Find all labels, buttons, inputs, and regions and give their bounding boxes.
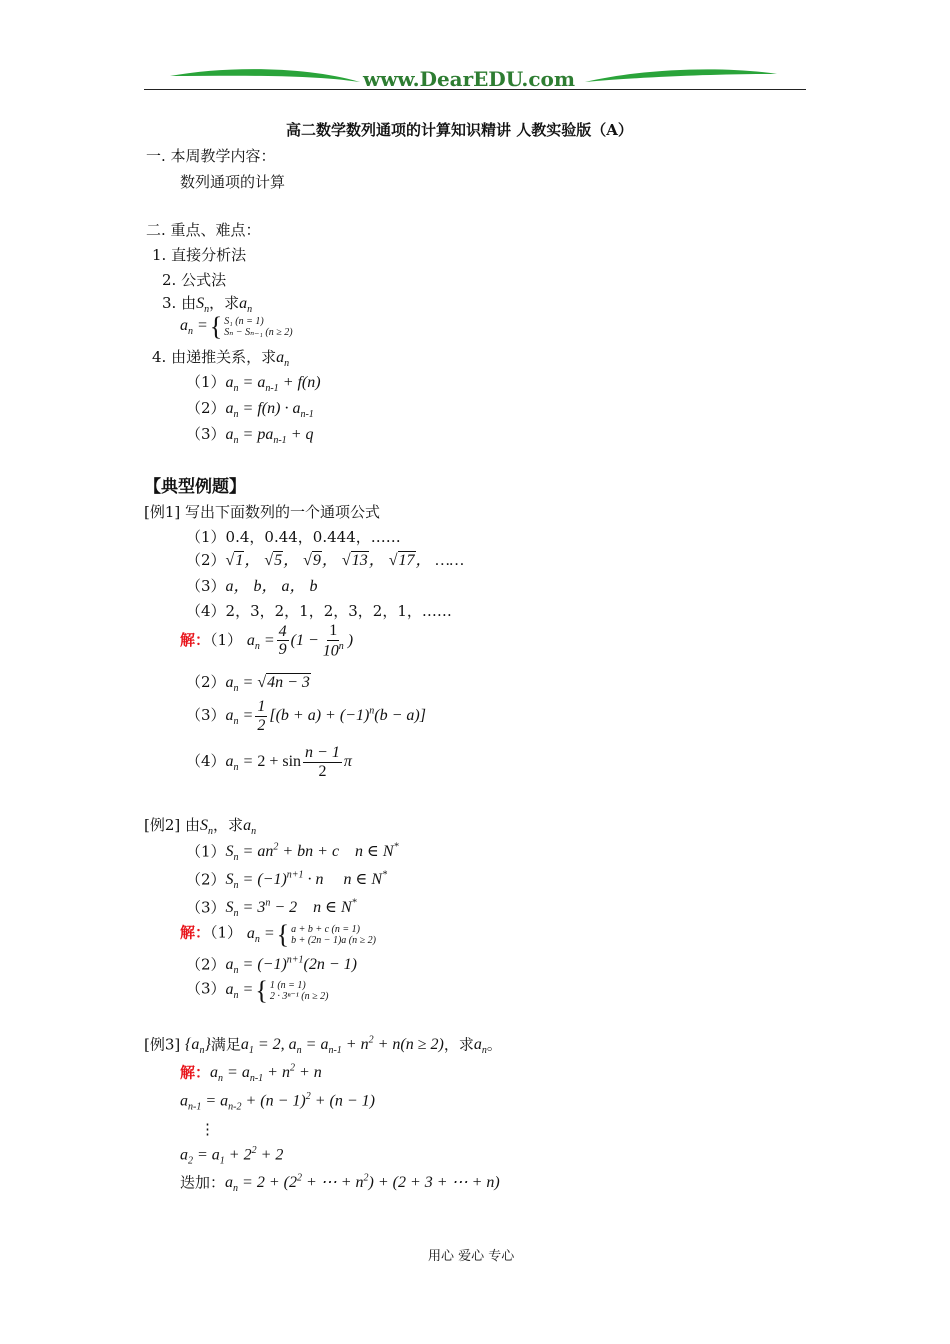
ex1-solution-1: 解：（1） $a_n$ = $\frac{4}{9}$ (1 − $\frac{1}{10^n}$ ) [180,622,354,659]
right-swoosh-icon [585,69,777,82]
ex1-statement: [例1] 写出下面数列的一个通项公式 [144,503,381,521]
ex3-vertical-dots: ⋮ [200,1120,215,1138]
ex1-solution-3: $(3)a_n$ = $\frac{1}{2}$ $[(b + a) + (-1)^n(b - a)]$ [186,698,426,734]
ex2-q2: $(2)S_n = (-1)^{n+1} \cdot n$ n ∈ N* [186,870,388,892]
left-swoosh-icon [170,69,360,82]
ex1-q4: （4）2，3，2，1，2，3，2，1，…… [186,602,452,620]
method-from-sn: 3. 由$S_n$，求$a_n$ [162,294,253,316]
ex1-solution-2: $(2)a_n = √4n - 3$ [186,673,310,695]
method-direct: 1. 直接分析法 [152,246,247,264]
ex1-solution-4: $(4)a_n = 2 + \sin$ $\frac{n - 1}{2}$ π [186,744,352,780]
header-logo [165,64,785,92]
page-title: 高二数学数列通项的计算知识精讲 人教实验版（A） [286,121,633,139]
ex3-solution-line2: $a_{n-1} = a_{n-2} + (n - 1)^2 + (n - 1)$ [180,1091,375,1113]
ex2-solution-3: （3） $a_n$ = { 1 (n = 1) 2 · 3ⁿ⁻¹ (n ≥ 2) [186,976,329,1005]
ex3-solution-line1: 解：$a_n = a_{n-1} + n^2 + n$ [180,1063,322,1085]
method-recurrence: 4. 由递推关系，求$a_n$ [152,348,290,370]
ex1-q1: （1）0.4，0.44，0.444，…… [186,528,401,546]
examples-heading: 【典型例题】 [144,477,246,497]
ex3-statement: [例3] $\{a_n\}$满足$a_1 = 2$, $a_n = a_{n-1} + n^2 + n(n \ge 2)$，求$a_n$。 [144,1035,502,1057]
ex1-q3: （3）a， b， a， b [186,577,318,595]
page-footer: 用心 爱心 专心 [428,1249,515,1264]
formula-an-cases: $a_n$ = { S₁ (n = 1) Sₙ − Sₙ₋₁ (n ≥ 2) [180,312,293,341]
ex2-solution-1: 解：（1） $a_n$ = { a + b + c (n = 1) b + (2n − 1)a (n ≥ 2) [180,920,376,949]
ex3-sum-line: 迭加：$a_n = 2 + (2^2$ + ⋯ + $n^2) + (2 + 3$ + ⋯ + n) [180,1173,500,1195]
ex2-statement: [例2] 由$S_n$，求$a_n$ [144,816,257,838]
header-rule [144,89,806,90]
ex2-solution-2: $(2)a_n = (-1)^{n+1}(2n - 1)$ [186,955,357,977]
section1-content: 数列通项的计算 [180,173,286,191]
recurrence-3: $(3)a_n = pa_{n-1} + q$ [186,425,314,447]
section2-heading: 二. 重点、难点： [146,221,261,239]
section1-heading: 一. 本周教学内容： [146,147,276,165]
ex1-q2: （2）√1， √5， √9， √13， √17， …… [186,551,464,569]
ex3-solution-line3: $a_2 = a_1 + 2^2 + 2$ [180,1145,284,1167]
logo-text: www.DearEDU.com [363,67,576,91]
method-formula: 2. 公式法 [162,271,227,289]
recurrence-1: $(1)a_n = a_{n-1} + f(n)$ [186,373,321,395]
ex2-q3: $(3)S_n = 3^n - 2$ n ∈ N* [186,898,357,920]
ex2-q1: $(1)S_n = an^2$ + bn + c n ∈ N* [186,842,399,864]
recurrence-2: $(2)a_n = f(n) \cdot a_{n-1}$ [186,399,314,421]
